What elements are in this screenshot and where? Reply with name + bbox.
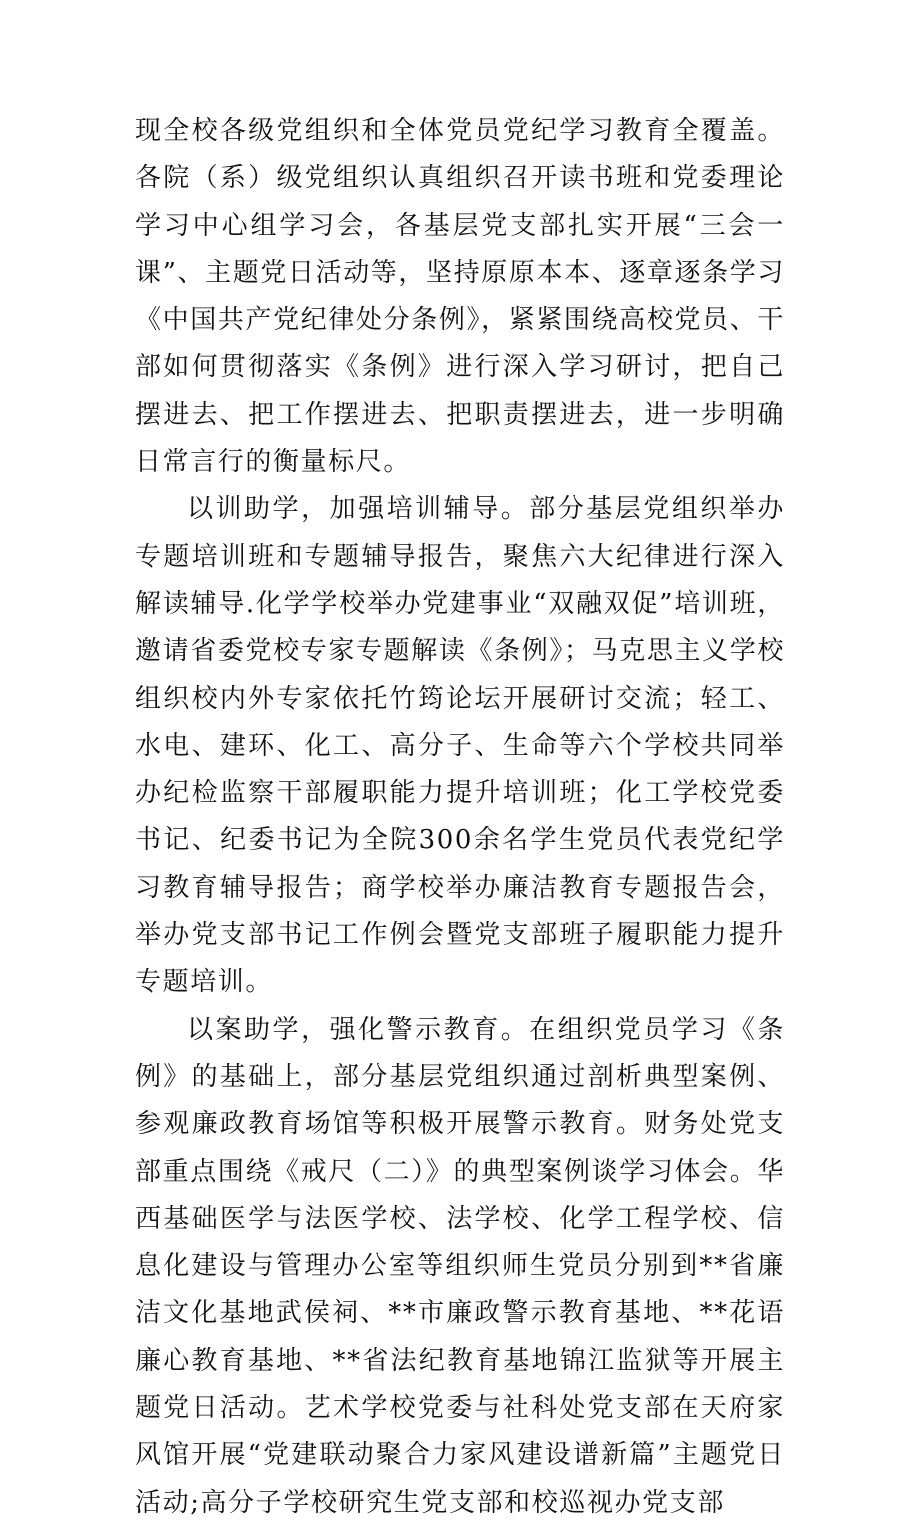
paragraph-continuation: 现全校各级党组织和全体党员党纪学习教育全覆盖。各院（系）级党组织认真组织召开读书班和党委理论学习中心组学习会，各基层党支部扎实开展“三会一课”、主题党日活动等，坚持原原本本、逐章逐条学习《中国共产党纪律处分条例》，紧紧围绕高校党员、干部如何贯彻落实《条例》进行深入学习研讨，把自己摆进去、把工作摆进去、把职责摆进去，进一步明确日常言行的衡量标尺。 <box>135 116 785 478</box>
paragraph-training: 以训助学，加强培训辅导。部分基层党组织举办专题培训班和专题辅导报告，聚焦六大纪律进行深入解读辅导.化学学校举办党建事业“双融双促”培训班，邀请省委党校专家专题解读《条例》；马克思主义学校组织校内外专家依托竹筠论坛开展研讨交流；轻工、水电、建环、化工、高分子、生命等六个学校共同举办纪检监察干部履职能力提升培训班；化工学校党委书记、纪委书记为全院300余名学生党员代表党纪学习教育辅导报告；商学校举办廉洁教育专题报告会，举办党支部书记工作例会暨党支部班子履职能力提升专题培训。 <box>135 494 785 998</box>
paragraph-warning-education: 以案助学，强化警示教育。在组织党员学习《条例》的基础上，部分基层党组织通过剖析典型案例、参观廉政教育场馆等积极开展警示教育。财务处党支部重点围绕《戒尺（二）》的典型案例谈学习体会。华西基础医学与法医学校、法学校、化学工程学校、信息化建设与管理办公室等组织师生党员分别到**省廉洁文化基地武侯祠、**市廉政警示教育基地、**花语廉心教育基地、**省法纪教育基地锦江监狱等开展主题党日活动。艺术学校党委与社科处党支部在天府家风馆开展“党建联动聚合力家风建设谱新篇”主题党日活动;高分子学校研究生党支部和校巡视办党支部 <box>135 1014 785 1518</box>
document-body <box>135 108 785 1527</box>
